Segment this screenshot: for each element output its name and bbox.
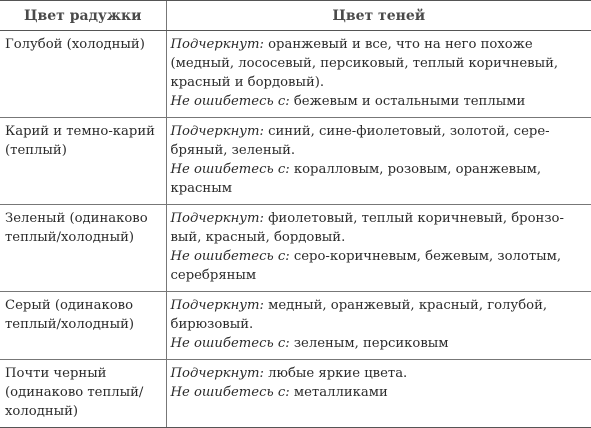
safe-text: серо-коричневым, бежевым, золотым, <box>290 249 561 264</box>
safe-text: серебряным <box>171 268 257 283</box>
table-row <box>0 118 591 205</box>
safe-text: красным <box>171 181 232 196</box>
table-header-row <box>0 1 591 31</box>
safe-text: металликами <box>290 385 388 400</box>
shadow-color-cell <box>166 292 591 360</box>
shadow-color-cell <box>166 360 591 428</box>
iris-color-text: Серый (одинаково <box>5 296 160 315</box>
safe-line <box>171 179 591 198</box>
iris-color-text: теплый/холодный) <box>5 315 160 334</box>
emphasize-line <box>171 296 591 315</box>
shadow-color-cell <box>166 205 591 292</box>
safe-label: Не ошибетесь с: <box>171 385 290 400</box>
safe-line <box>171 334 591 353</box>
emphasize-line <box>171 228 591 247</box>
iris-color-text: Почти черный <box>5 364 160 383</box>
iris-color-text: (теплый) <box>5 141 160 160</box>
emphasize-line <box>171 122 591 141</box>
safe-line <box>171 160 591 179</box>
emphasize-text: любые яркие цвета. <box>264 366 407 381</box>
safe-line <box>171 92 591 111</box>
emphasize-label: Подчеркнут: <box>171 366 264 381</box>
emphasize-line <box>171 209 591 228</box>
emphasize-line <box>171 35 591 54</box>
emphasize-line <box>171 54 591 73</box>
iris-color-text: холодный) <box>5 402 160 421</box>
iris-color-cell <box>0 292 166 360</box>
safe-line <box>171 266 591 285</box>
safe-text: коралловым, розовым, оранжевым, <box>290 162 541 177</box>
iris-color-cell <box>0 118 166 205</box>
iris-color-text: Карий и темно-карий <box>5 122 160 141</box>
safe-label: Не ошибетесь с: <box>171 249 290 264</box>
emphasize-line <box>171 364 591 383</box>
emphasize-text: красный и бордовый). <box>171 75 325 90</box>
table-row <box>0 360 591 428</box>
emphasize-line <box>171 315 591 334</box>
emphasize-label: Подчеркнут: <box>171 298 264 313</box>
safe-text: зеленым, персиковым <box>290 336 449 351</box>
emphasize-text: вый, красный, бордовый. <box>171 230 346 245</box>
iris-color-cell <box>0 360 166 428</box>
iris-color-text: (одинаково теплый/ <box>5 383 160 402</box>
table-row <box>0 205 591 292</box>
iris-color-text: теплый/холодный) <box>5 228 160 247</box>
emphasize-label: Подчеркнут: <box>171 124 264 139</box>
emphasize-text: медный, оранжевый, красный, голубой, <box>264 298 547 313</box>
header-shadow-color: Цвет теней <box>166 1 591 31</box>
emphasize-label: Подчеркнут: <box>171 211 264 226</box>
safe-label: Не ошибетесь с: <box>171 94 290 109</box>
header-iris-color: Цвет радужки <box>0 1 166 31</box>
emphasize-text: (медный, лососевый, персиковый, теплый коричневый, <box>171 56 559 71</box>
iris-color-cell <box>0 205 166 292</box>
safe-label: Не ошибетесь с: <box>171 162 290 177</box>
emphasize-text: бирюзовый. <box>171 317 254 332</box>
shadow-color-cell <box>166 31 591 118</box>
safe-line <box>171 383 591 402</box>
iris-color-text: Голубой (холодный) <box>5 35 160 54</box>
emphasize-line <box>171 73 591 92</box>
safe-line <box>171 247 591 266</box>
emphasize-text: фиолетовый, теплый коричневый, бронзо- <box>264 211 564 226</box>
emphasize-text: бряный, зеленый. <box>171 143 296 158</box>
table-row <box>0 31 591 118</box>
emphasize-line <box>171 141 591 160</box>
safe-text: бежевым и остальными теплыми <box>290 94 526 109</box>
iris-color-cell <box>0 31 166 118</box>
emphasize-text: оранжевый и все, что на него похоже <box>264 37 533 52</box>
shadow-color-cell <box>166 118 591 205</box>
emphasize-text: синий, сине-фиолетовый, золотой, сере- <box>264 124 550 139</box>
iris-color-text: Зеленый (одинаково <box>5 209 160 228</box>
table-row <box>0 292 591 360</box>
emphasize-label: Подчеркнут: <box>171 37 264 52</box>
safe-label: Не ошибетесь с: <box>171 336 290 351</box>
